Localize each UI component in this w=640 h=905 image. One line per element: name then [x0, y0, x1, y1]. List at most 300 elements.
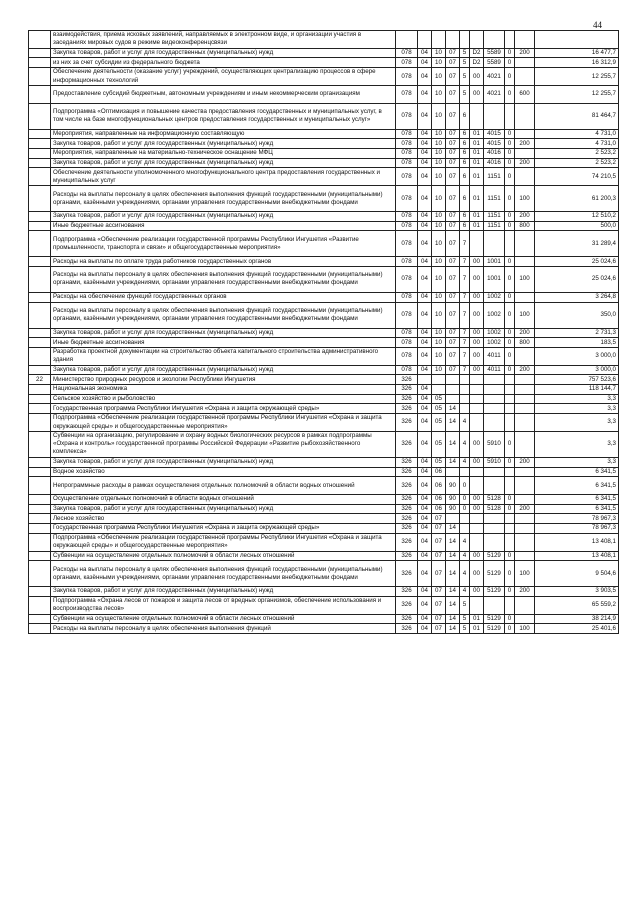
cell-amount: 500,0: [535, 221, 619, 231]
cell-direction-code: 5129: [484, 561, 505, 587]
cell-amount: [535, 31, 619, 49]
cell-amount: 78 967,3: [535, 514, 619, 524]
cell-activity-code: [470, 533, 484, 551]
cell-section-code: 04: [418, 561, 432, 587]
cell-section-code: 04: [418, 404, 432, 414]
cell-section-code: 04: [418, 68, 432, 86]
cell-expense-type-code: 600: [515, 85, 535, 103]
cell-activity-code: 00: [470, 457, 484, 467]
cell-section-code: 04: [418, 414, 432, 432]
cell-direction-code: 1001: [484, 257, 505, 267]
cell-expense-type-code: 100: [515, 624, 535, 634]
cell-program-code: 90: [446, 494, 460, 504]
cell-ministry-code: 078: [396, 186, 418, 212]
cell-amount: 3,3: [535, 414, 619, 432]
cell-subsection-code: 05: [432, 404, 446, 414]
cell-program-code: 14: [446, 614, 460, 624]
cell-activity-code: 01: [470, 624, 484, 634]
cell-extra-code: 0: [505, 48, 515, 58]
cell-ministry-code: 078: [396, 231, 418, 257]
cell-row-number: [29, 231, 51, 257]
cell-direction-code: 4021: [484, 85, 505, 103]
cell-section-code: 04: [418, 212, 432, 222]
cell-activity-code: 01: [470, 212, 484, 222]
cell-row-number: [29, 404, 51, 414]
cell-direction-code: [484, 596, 505, 614]
cell-section-code: 04: [418, 103, 432, 129]
cell-ministry-code: 078: [396, 221, 418, 231]
cell-activity-code: 01: [470, 614, 484, 624]
cell-expense-type-code: [515, 551, 535, 561]
table-row: [29, 394, 619, 404]
cell-row-number: [29, 48, 51, 58]
cell-activity-code: [470, 414, 484, 432]
cell-activity-code: [470, 404, 484, 414]
cell-extra-code: [505, 477, 515, 495]
cell-extra-code: 0: [505, 551, 515, 561]
cell-subsection-code: 10: [432, 68, 446, 86]
cell-subsection-code: 10: [432, 149, 446, 159]
cell-extra-code: 0: [505, 561, 515, 587]
cell-subsection-code: 07: [432, 514, 446, 524]
cell-expense-type-code: [515, 68, 535, 86]
cell-program-code: 07: [446, 221, 460, 231]
cell-activity-code: [470, 477, 484, 495]
cell-amount: 12 255,7: [535, 85, 619, 103]
cell-program-code: 07: [446, 267, 460, 293]
cell-subsection-code: 10: [432, 292, 446, 302]
cell-section-code: 04: [418, 231, 432, 257]
cell-row-number: 22: [29, 375, 51, 385]
cell-extra-code: [505, 533, 515, 551]
cell-subprogram-code: 5: [460, 48, 470, 58]
cell-expense-type-code: 200: [515, 48, 535, 58]
cell-ministry-code: 326: [396, 533, 418, 551]
cell-extra-code: 0: [505, 328, 515, 338]
cell-program-code: [446, 375, 460, 385]
cell-ministry-code: 326: [396, 404, 418, 414]
cell-extra-code: [505, 596, 515, 614]
cell-section-code: 04: [418, 524, 432, 534]
cell-section-code: 04: [418, 48, 432, 58]
cell-direction-code: 4016: [484, 149, 505, 159]
cell-section-code: 04: [418, 385, 432, 395]
cell-extra-code: 0: [505, 85, 515, 103]
cell-item-name: Субвенции на организацию, регулирование и охрану водных биологических ресурсов в рамках подпрограммы «Охрана и контроль» государственной программы Российской Федерации «Развитие рыбохозяйственного комплекса»: [51, 431, 396, 457]
cell-activity-code: 01: [470, 129, 484, 139]
table-row: [29, 385, 619, 395]
cell-subprogram-code: 4: [460, 431, 470, 457]
cell-subsection-code: 07: [432, 624, 446, 634]
cell-activity-code: 00: [470, 267, 484, 293]
cell-row-number: [29, 267, 51, 293]
cell-ministry-code: 078: [396, 48, 418, 58]
table-row: [29, 587, 619, 597]
cell-amount: 12 510,2: [535, 212, 619, 222]
cell-subsection-code: 10: [432, 58, 446, 68]
cell-subsection-code: 10: [432, 139, 446, 149]
cell-subsection-code: 07: [432, 614, 446, 624]
cell-row-number: [29, 477, 51, 495]
cell-item-name: Подпрограмма «Обеспечение реализации государственной программы Республики Ингушетия «Развитие промышленности, транспорта и связи» и общегосударственные мероприятия»: [51, 231, 396, 257]
cell-amount: 3,3: [535, 431, 619, 457]
cell-subsection-code: 10: [432, 302, 446, 328]
cell-section-code: 04: [418, 139, 432, 149]
cell-subsection-code: [432, 385, 446, 395]
cell-subprogram-code: [460, 394, 470, 404]
cell-subprogram-code: 5: [460, 614, 470, 624]
cell-amount: 38 214,9: [535, 614, 619, 624]
cell-program-code: 07: [446, 85, 460, 103]
cell-row-number: [29, 168, 51, 186]
cell-extra-code: 0: [505, 168, 515, 186]
cell-program-code: 07: [446, 328, 460, 338]
cell-activity-code: 00: [470, 431, 484, 457]
cell-item-name: Расходы на выплаты персоналу в целях обеспечения выполнения функций государственными (муниципальными) органами, казёнными учреждениями, органами управления государственными внебюджетными фондами: [51, 561, 396, 587]
cell-subprogram-code: [460, 404, 470, 414]
table-row: [29, 614, 619, 624]
cell-amount: 74 210,5: [535, 168, 619, 186]
cell-extra-code: 0: [505, 221, 515, 231]
cell-activity-code: [470, 524, 484, 534]
cell-subprogram-code: 6: [460, 168, 470, 186]
cell-subprogram-code: 6: [460, 212, 470, 222]
cell-program-code: 90: [446, 504, 460, 514]
cell-activity-code: 00: [470, 302, 484, 328]
cell-extra-code: 0: [505, 504, 515, 514]
cell-item-name: Расходы на выплаты персоналу в целях обеспечения выполнения функций государственными (муниципальными) органами, казёнными учреждениями, органами управления государственными внебюджетными фондами: [51, 267, 396, 293]
cell-direction-code: [484, 467, 505, 477]
cell-section-code: 04: [418, 257, 432, 267]
cell-expense-type-code: 200: [515, 328, 535, 338]
cell-subsection-code: 05: [432, 414, 446, 432]
cell-item-name: Закупка товаров, работ и услуг для государственных (муниципальных) нужд: [51, 457, 396, 467]
cell-section-code: 04: [418, 186, 432, 212]
cell-expense-type-code: [515, 347, 535, 365]
cell-section-code: 04: [418, 394, 432, 404]
cell-expense-type-code: 100: [515, 267, 535, 293]
cell-amount: 3,3: [535, 457, 619, 467]
cell-activity-code: 01: [470, 149, 484, 159]
cell-extra-code: 0: [505, 129, 515, 139]
cell-item-name: Разработка проектной документации на строительство объекта капитального строительства административного здания: [51, 347, 396, 365]
cell-item-name: взаимодействия, приема исковых заявлений, направляемых в электронном виде, и организации участия в заседаниях мировых судов в режиме видеоконференцсвязи: [51, 31, 396, 49]
cell-program-code: 07: [446, 292, 460, 302]
cell-ministry-code: 078: [396, 58, 418, 68]
cell-subsection-code: 10: [432, 221, 446, 231]
cell-subprogram-code: 7: [460, 328, 470, 338]
cell-extra-code: [505, 514, 515, 524]
cell-program-code: 07: [446, 149, 460, 159]
cell-subprogram-code: [460, 514, 470, 524]
cell-expense-type-code: 200: [515, 504, 535, 514]
cell-item-name: Подпрограмма «Обеспечение реализации государственной программы Республики Ингушетия «Охрана и защита окружающей среды» и общегосударственные мероприятия»: [51, 414, 396, 432]
cell-program-code: 07: [446, 347, 460, 365]
cell-direction-code: 1002: [484, 302, 505, 328]
table-row: [29, 221, 619, 231]
cell-program-code: 07: [446, 231, 460, 257]
cell-row-number: [29, 467, 51, 477]
cell-amount: 78 967,3: [535, 524, 619, 534]
cell-subsection-code: 07: [432, 551, 446, 561]
cell-expense-type-code: 100: [515, 561, 535, 587]
cell-item-name: Закупка товаров, работ и услуг для государственных (муниципальных) нужд: [51, 587, 396, 597]
cell-direction-code: 5589: [484, 48, 505, 58]
cell-activity-code: [470, 596, 484, 614]
cell-subprogram-code: 0: [460, 494, 470, 504]
cell-section-code: 04: [418, 467, 432, 477]
cell-row-number: [29, 533, 51, 551]
cell-row-number: [29, 292, 51, 302]
table-row: [29, 149, 619, 159]
cell-ministry-code: 326: [396, 514, 418, 524]
cell-ministry-code: 326: [396, 551, 418, 561]
cell-extra-code: 0: [505, 149, 515, 159]
cell-subsection-code: 07: [432, 524, 446, 534]
page-number: 44: [593, 20, 602, 30]
cell-ministry-code: 078: [396, 328, 418, 338]
cell-direction-code: 5129: [484, 587, 505, 597]
cell-section-code: 04: [418, 365, 432, 375]
cell-row-number: [29, 212, 51, 222]
cell-section-code: [418, 31, 432, 49]
cell-row-number: [29, 221, 51, 231]
cell-direction-code: 5128: [484, 504, 505, 514]
cell-amount: 2 523,2: [535, 158, 619, 168]
cell-item-name: Министерство природных ресурсов и экологии Республики Ингушетия: [51, 375, 396, 385]
cell-item-name: Государственная программа Республики Ингушетия «Охрана и защита окружающей среды»: [51, 404, 396, 414]
cell-direction-code: 5128: [484, 494, 505, 504]
cell-item-name: Мероприятия, направленные на информационную составляющую: [51, 129, 396, 139]
cell-section-code: 04: [418, 514, 432, 524]
cell-row-number: [29, 31, 51, 49]
table-row: [29, 533, 619, 551]
cell-subsection-code: 07: [432, 533, 446, 551]
cell-amount: 13 408,1: [535, 551, 619, 561]
cell-item-name: из них за счет субсидии из федерального бюджета: [51, 58, 396, 68]
cell-expense-type-code: [515, 431, 535, 457]
table-row: [29, 504, 619, 514]
cell-subsection-code: 10: [432, 103, 446, 129]
cell-section-code: 04: [418, 58, 432, 68]
cell-ministry-code: 078: [396, 267, 418, 293]
cell-subsection-code: 10: [432, 328, 446, 338]
cell-subsection-code: 10: [432, 158, 446, 168]
cell-direction-code: 4015: [484, 129, 505, 139]
cell-section-code: [418, 375, 432, 385]
cell-subprogram-code: 7: [460, 302, 470, 328]
cell-expense-type-code: [515, 292, 535, 302]
cell-row-number: [29, 158, 51, 168]
cell-subsection-code: 10: [432, 347, 446, 365]
table-row: [29, 551, 619, 561]
cell-activity-code: [470, 231, 484, 257]
cell-amount: 350,0: [535, 302, 619, 328]
cell-section-code: 04: [418, 267, 432, 293]
cell-row-number: [29, 587, 51, 597]
cell-row-number: [29, 457, 51, 467]
cell-row-number: [29, 551, 51, 561]
table-row: [29, 267, 619, 293]
cell-subsection-code: 10: [432, 186, 446, 212]
cell-section-code: 04: [418, 347, 432, 365]
cell-extra-code: 0: [505, 186, 515, 212]
cell-amount: 31 289,4: [535, 231, 619, 257]
cell-expense-type-code: [515, 231, 535, 257]
cell-activity-code: 00: [470, 292, 484, 302]
cell-ministry-code: 078: [396, 139, 418, 149]
cell-activity-code: [470, 467, 484, 477]
cell-direction-code: 4011: [484, 365, 505, 375]
cell-expense-type-code: [515, 533, 535, 551]
cell-expense-type-code: 200: [515, 158, 535, 168]
cell-program-code: 07: [446, 302, 460, 328]
cell-row-number: [29, 257, 51, 267]
cell-amount: 183,5: [535, 338, 619, 348]
cell-extra-code: [505, 394, 515, 404]
cell-item-name: Иные бюджетные ассигнования: [51, 338, 396, 348]
table-row: [29, 596, 619, 614]
cell-amount: 16 477,7: [535, 48, 619, 58]
cell-amount: 25 024,6: [535, 267, 619, 293]
cell-expense-type-code: [515, 103, 535, 129]
table-row: [29, 48, 619, 58]
cell-section-code: 04: [418, 168, 432, 186]
cell-amount: 3 903,5: [535, 587, 619, 597]
cell-activity-code: [470, 103, 484, 129]
table-row: [29, 302, 619, 328]
cell-subsection-code: 07: [432, 561, 446, 587]
cell-subsection-code: 10: [432, 231, 446, 257]
cell-expense-type-code: 800: [515, 338, 535, 348]
cell-program-code: 07: [446, 58, 460, 68]
cell-row-number: [29, 614, 51, 624]
cell-extra-code: 0: [505, 302, 515, 328]
cell-program-code: [446, 467, 460, 477]
cell-extra-code: [505, 231, 515, 257]
cell-subsection-code: 06: [432, 504, 446, 514]
cell-expense-type-code: 200: [515, 212, 535, 222]
cell-direction-code: 1002: [484, 292, 505, 302]
cell-direction-code: [484, 375, 505, 385]
cell-item-name: Иные бюджетные ассигнования: [51, 221, 396, 231]
cell-expense-type-code: 100: [515, 302, 535, 328]
cell-row-number: [29, 149, 51, 159]
cell-subsection-code: 06: [432, 477, 446, 495]
cell-ministry-code: 326: [396, 614, 418, 624]
cell-row-number: [29, 338, 51, 348]
cell-ministry-code: 078: [396, 347, 418, 365]
cell-activity-code: 00: [470, 328, 484, 338]
cell-item-name: Закупка товаров, работ и услуг для государственных (муниципальных) нужд: [51, 328, 396, 338]
cell-subsection-code: 05: [432, 394, 446, 404]
cell-section-code: 04: [418, 129, 432, 139]
cell-activity-code: 00: [470, 561, 484, 587]
cell-expense-type-code: 800: [515, 221, 535, 231]
cell-subprogram-code: 4: [460, 587, 470, 597]
cell-row-number: [29, 596, 51, 614]
cell-extra-code: 0: [505, 58, 515, 68]
cell-ministry-code: 326: [396, 457, 418, 467]
cell-subprogram-code: [460, 375, 470, 385]
cell-expense-type-code: 200: [515, 139, 535, 149]
cell-subprogram-code: 7: [460, 292, 470, 302]
cell-row-number: [29, 129, 51, 139]
cell-program-code: 07: [446, 212, 460, 222]
cell-row-number: [29, 394, 51, 404]
cell-extra-code: [505, 467, 515, 477]
cell-row-number: [29, 85, 51, 103]
cell-activity-code: D2: [470, 58, 484, 68]
table-row: [29, 139, 619, 149]
cell-ministry-code: 326: [396, 596, 418, 614]
cell-item-name: Расходы на обеспечение функций государственных органов: [51, 292, 396, 302]
cell-extra-code: [505, 31, 515, 49]
cell-subsection-code: 10: [432, 338, 446, 348]
cell-expense-type-code: [515, 375, 535, 385]
cell-item-name: Сельское хозяйство и рыболовство: [51, 394, 396, 404]
cell-subprogram-code: 5: [460, 58, 470, 68]
cell-activity-code: 00: [470, 85, 484, 103]
cell-ministry-code: 078: [396, 158, 418, 168]
table-row: [29, 292, 619, 302]
cell-section-code: 04: [418, 149, 432, 159]
cell-amount: 757 523,6: [535, 375, 619, 385]
cell-expense-type-code: 200: [515, 457, 535, 467]
cell-row-number: [29, 139, 51, 149]
cell-subprogram-code: 6: [460, 139, 470, 149]
cell-amount: 16 312,9: [535, 58, 619, 68]
cell-extra-code: 0: [505, 457, 515, 467]
cell-direction-code: 1002: [484, 328, 505, 338]
cell-ministry-code: 326: [396, 394, 418, 404]
cell-direction-code: [484, 394, 505, 404]
cell-expense-type-code: 200: [515, 587, 535, 597]
cell-extra-code: [505, 404, 515, 414]
cell-amount: 6 341,5: [535, 494, 619, 504]
cell-section-code: 04: [418, 85, 432, 103]
cell-row-number: [29, 524, 51, 534]
cell-ministry-code: 078: [396, 168, 418, 186]
cell-section-code: 04: [418, 624, 432, 634]
cell-subsection-code: 05: [432, 457, 446, 467]
cell-section-code: 04: [418, 533, 432, 551]
cell-ministry-code: 326: [396, 477, 418, 495]
cell-item-name: Обеспечение деятельности (оказание услуг) учреждений, осуществляющих централизацию процессов в сфере информационных технологий: [51, 68, 396, 86]
cell-activity-code: [470, 514, 484, 524]
cell-amount: 3 264,8: [535, 292, 619, 302]
cell-direction-code: [484, 231, 505, 257]
cell-item-name: Закупка товаров, работ и услуг для государственных (муниципальных) нужд: [51, 48, 396, 58]
cell-row-number: [29, 514, 51, 524]
cell-subsection-code: 05: [432, 431, 446, 457]
cell-item-name: Закупка товаров, работ и услуг для государственных (муниципальных) нужд: [51, 365, 396, 375]
cell-ministry-code: 078: [396, 338, 418, 348]
table-row: [29, 58, 619, 68]
cell-activity-code: 00: [470, 494, 484, 504]
cell-subsection-code: 07: [432, 587, 446, 597]
cell-row-number: [29, 186, 51, 212]
cell-ministry-code: 326: [396, 375, 418, 385]
cell-amount: 12 255,7: [535, 68, 619, 86]
cell-activity-code: 01: [470, 158, 484, 168]
cell-item-name: Расходы на выплаты персоналу в целях обеспечения выполнения функций государственными (муниципальными) органами, казёнными учреждениями, органами управления государственными внебюджетными фондами: [51, 302, 396, 328]
table-row: [29, 31, 619, 49]
cell-row-number: [29, 58, 51, 68]
cell-section-code: 04: [418, 221, 432, 231]
cell-program-code: 14: [446, 533, 460, 551]
cell-ministry-code: 078: [396, 85, 418, 103]
